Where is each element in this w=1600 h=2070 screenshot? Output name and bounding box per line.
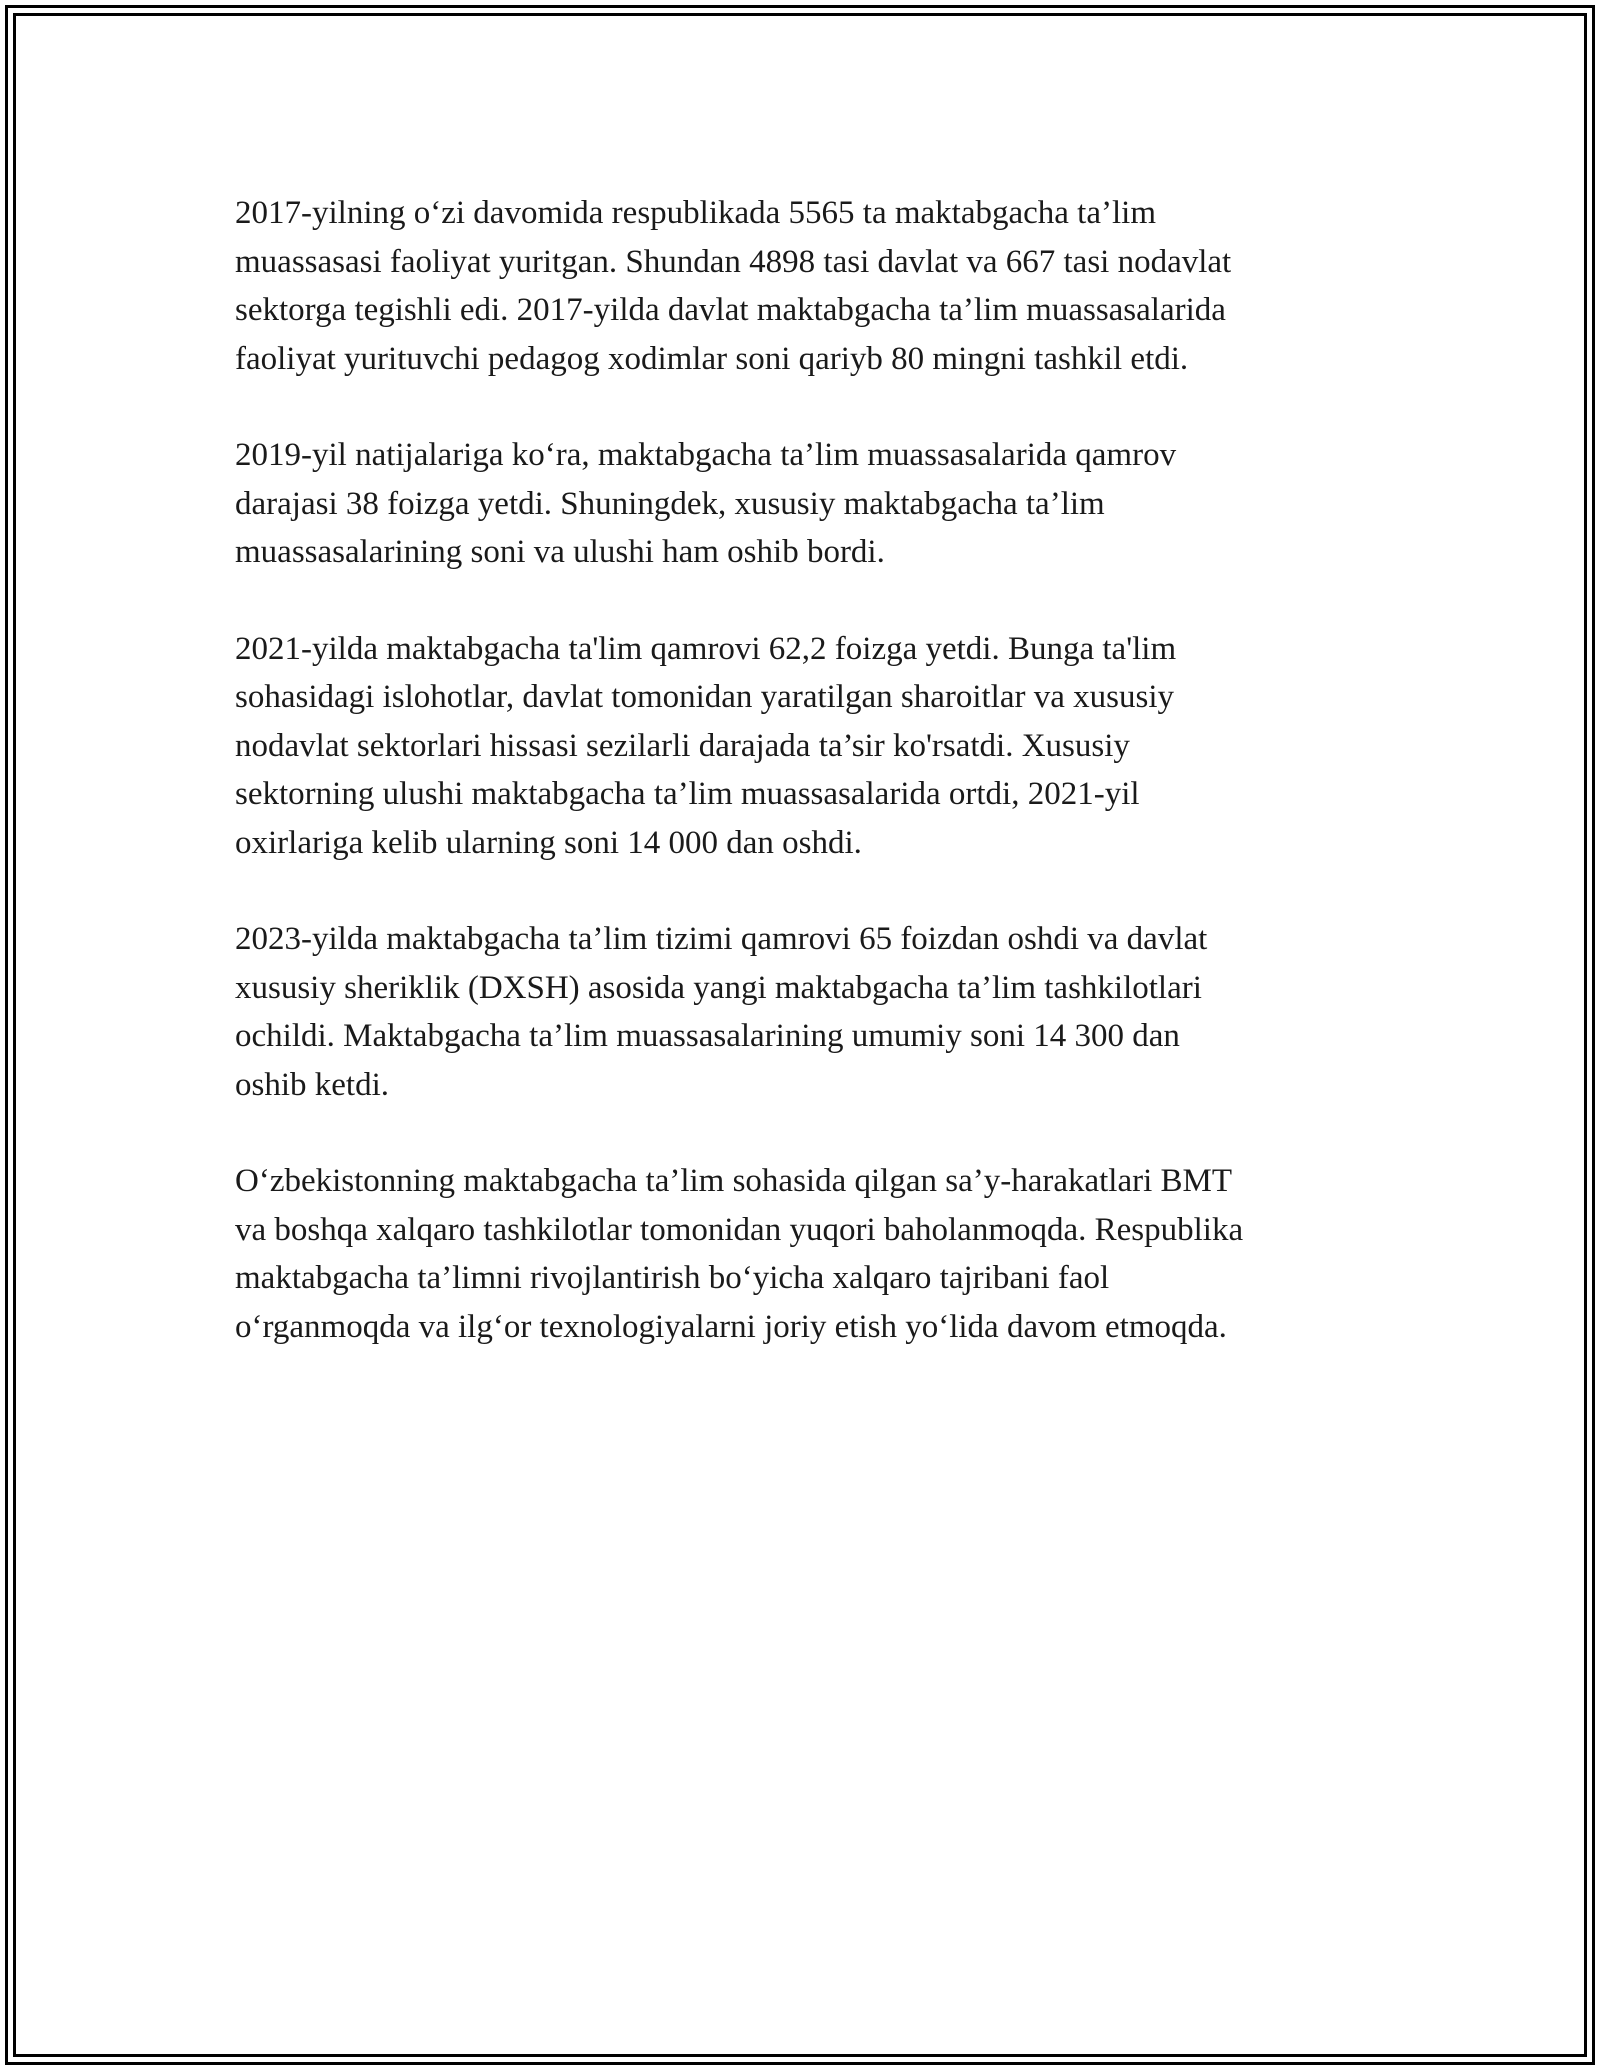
paragraph-2019: 2019-yil natijalariga ko‘ra, maktabgacha ta’lim muassasalarida qamrov darajasi 38 foizga yetdi. Shuningdek, xususiy maktabgacha ta’lim muassasalarining soni va ulushi ham oshib bordi. [235, 437, 1177, 570]
paragraph-international: O‘zbekistonning maktabgacha ta’lim sohasida qilgan sa’y-harakatlari BMT va boshqa xalqaro tashkilotlar tomonidan yuqori baholanmoqda. Respublika maktabgacha ta’limni rivojlantirish bo‘yicha xalqaro tajribani faol o‘rganmoqda va ilg‘or texnologiyalarni joriy etish yo‘lida davom etmoqda. [235, 1163, 1244, 1345]
document-body [235, 189, 1385, 1399]
paragraph-2023: 2023-yilda maktabgacha ta’lim tizimi qamrovi 65 foizdan oshdi va davlat xususiy sheriklik (DXSH) asosida yangi maktabgacha ta’lim tashkilotlari ochildi. Maktabgacha ta’lim muassasalarining umumiy soni 14 300 dan oshib ketdi. [235, 921, 1208, 1103]
paragraph-2017: 2017-yilning o‘zi davomida respublikada 5565 ta maktabgacha ta’lim muassasasi faoliyat yuritgan. Shundan 4898 tasi davlat va 667 tasi nodavlat sektorga tegishli edi. 2017-yilda davlat maktabgacha ta’lim muassasalarida faoliyat yurituvchi pedagog xodimlar soni qariyb 80 mingni tashkil etdi. [235, 195, 1232, 377]
paragraph-2021: 2021-yilda maktabgacha ta'lim qamrovi 62,2 foizga yetdi. Bunga ta'lim sohasidagi islohotlar, davlat tomonidan yaratilgan sharoitlar va xususiy nodavlat sektorlari hissasi sezilarli darajada ta’sir ko'rsatdi. Xususiy sektorning ulushi maktabgacha ta’lim muassasalarida ortdi, 2021-yil oxirlariga kelib ularning soni 14 000 dan oshdi. [235, 630, 1177, 861]
